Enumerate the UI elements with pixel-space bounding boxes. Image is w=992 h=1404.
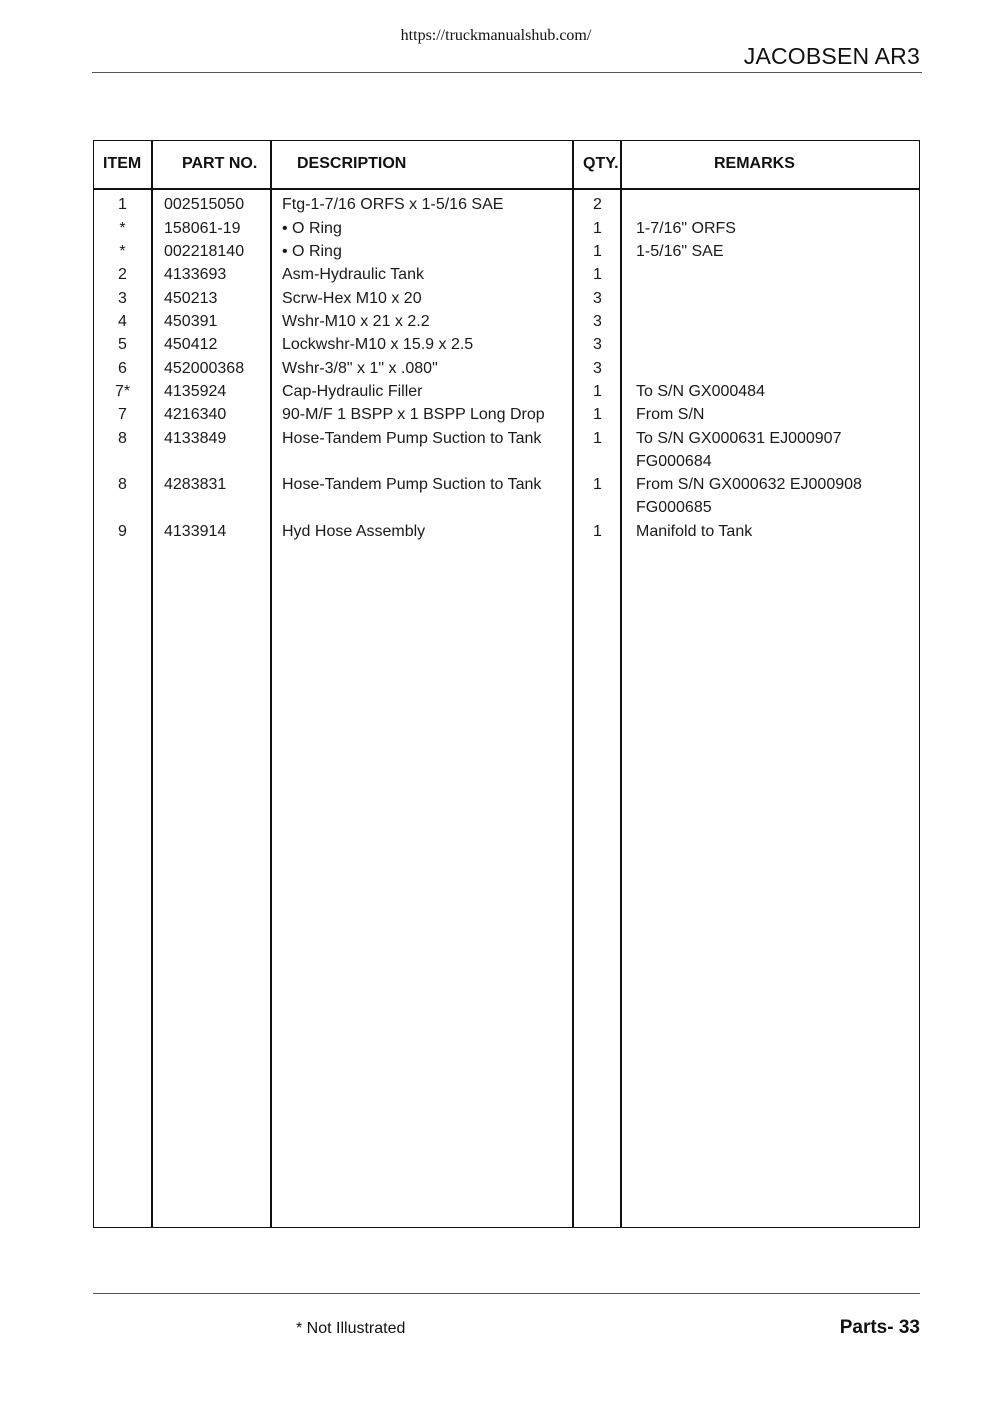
description-cell: Ftg-1-7/16 ORFS x 1-5/16 SAE	[282, 196, 504, 213]
remarks-cell: From S/N GX000632 EJ000908	[636, 476, 862, 493]
item-cell: 1	[118, 196, 127, 213]
part-number-cell: 450213	[164, 290, 218, 307]
page-number: Parts- 33	[839, 1317, 920, 1338]
header-separator	[94, 188, 919, 190]
table-row	[94, 523, 919, 546]
table-row	[94, 406, 919, 429]
item-cell: 7	[118, 406, 127, 423]
part-number-cell: 158061-19	[164, 220, 241, 237]
table-row	[94, 220, 919, 243]
table-row	[94, 196, 919, 219]
column-header-item: ITEM	[103, 155, 142, 172]
description-cell: • O Ring	[282, 220, 342, 237]
quantity-cell: 1	[593, 523, 602, 540]
quantity-cell: 1	[593, 243, 602, 260]
quantity-cell: 2	[593, 196, 602, 213]
footer-divider	[93, 1293, 920, 1294]
remarks-cell: Manifold to Tank	[636, 523, 753, 540]
source-url[interactable]: https://truckmanualshub.com/	[400, 27, 592, 44]
table-row	[94, 243, 919, 266]
part-number-cell: 002515050	[164, 196, 245, 213]
item-cell: 9	[118, 523, 127, 540]
quantity-cell: 3	[593, 313, 602, 330]
remarks-cell: 1-5/16" SAE	[636, 243, 724, 260]
part-number-cell: 450391	[164, 313, 218, 330]
part-number-cell: 450412	[164, 336, 218, 353]
remarks-cell: 1-7/16" ORFS	[636, 220, 736, 237]
description-cell: Hose-Tandem Pump Suction to Tank	[282, 476, 542, 493]
description-cell: Lockwshr-M10 x 15.9 x 2.5	[282, 336, 474, 353]
item-cell: 6	[118, 360, 127, 377]
quantity-cell: 1	[593, 406, 602, 423]
part-number-cell: 452000368	[164, 360, 245, 377]
table-row	[94, 266, 919, 289]
quantity-cell: 1	[593, 430, 602, 447]
part-number-cell: 4133849	[164, 430, 227, 447]
item-cell: *	[119, 243, 126, 260]
item-cell: 5	[118, 336, 127, 353]
part-number-cell: 002218140	[164, 243, 245, 260]
column-header-qty: QTY.	[583, 155, 619, 172]
part-number-cell: 4135924	[164, 383, 227, 400]
description-cell: 90-M/F 1 BSPP x 1 BSPP Long Drop	[282, 406, 545, 423]
item-cell: *	[119, 220, 126, 237]
document-title: JACOBSEN AR3	[743, 43, 920, 69]
quantity-cell: 1	[593, 220, 602, 237]
part-number-cell: 4216340	[164, 406, 227, 423]
description-cell: Asm-Hydraulic Tank	[282, 266, 424, 283]
item-cell: 2	[118, 266, 127, 283]
description-cell: • O Ring	[282, 243, 342, 260]
item-cell: 8	[118, 430, 127, 447]
table-row	[94, 290, 919, 313]
table-row	[94, 360, 919, 383]
remarks-cell: To S/N GX000631 EJ000907	[636, 430, 842, 447]
table-row	[94, 313, 919, 336]
quantity-cell: 1	[593, 266, 602, 283]
quantity-cell: 3	[593, 360, 602, 377]
item-cell: 7*	[114, 383, 131, 400]
table-row	[94, 430, 919, 470]
remarks-continuation-cell: FG000684	[636, 453, 712, 470]
column-header-remarks: REMARKS	[714, 155, 795, 172]
table-row	[94, 336, 919, 359]
parts-table	[93, 140, 920, 1228]
footnote: * Not Illustrated	[296, 1320, 406, 1337]
remarks-cell: To S/N GX000484	[636, 383, 765, 400]
description-cell: Wshr-3/8" x 1" x .080"	[282, 360, 438, 377]
part-number-cell: 4283831	[164, 476, 227, 493]
table-row	[94, 476, 919, 516]
quantity-cell: 3	[593, 336, 602, 353]
description-cell: Hose-Tandem Pump Suction to Tank	[282, 430, 542, 447]
description-cell: Wshr-M10 x 21 x 2.2	[282, 313, 430, 330]
item-cell: 8	[118, 476, 127, 493]
part-number-cell: 4133914	[164, 523, 227, 540]
part-number-cell: 4133693	[164, 266, 227, 283]
quantity-cell: 1	[593, 383, 602, 400]
column-header-description: DESCRIPTION	[297, 155, 407, 172]
description-cell: Hyd Hose Assembly	[282, 523, 426, 540]
table-row	[94, 383, 919, 406]
item-cell: 3	[118, 290, 127, 307]
description-cell: Cap-Hydraulic Filler	[282, 383, 423, 400]
quantity-cell: 3	[593, 290, 602, 307]
remarks-continuation-cell: FG000685	[636, 499, 712, 516]
item-cell: 4	[118, 313, 127, 330]
quantity-cell: 1	[593, 476, 602, 493]
remarks-cell: From S/N	[636, 406, 705, 423]
description-cell: Scrw-Hex M10 x 20	[282, 290, 422, 307]
column-header-part-no: PART NO.	[182, 155, 258, 172]
header-divider	[92, 72, 922, 73]
